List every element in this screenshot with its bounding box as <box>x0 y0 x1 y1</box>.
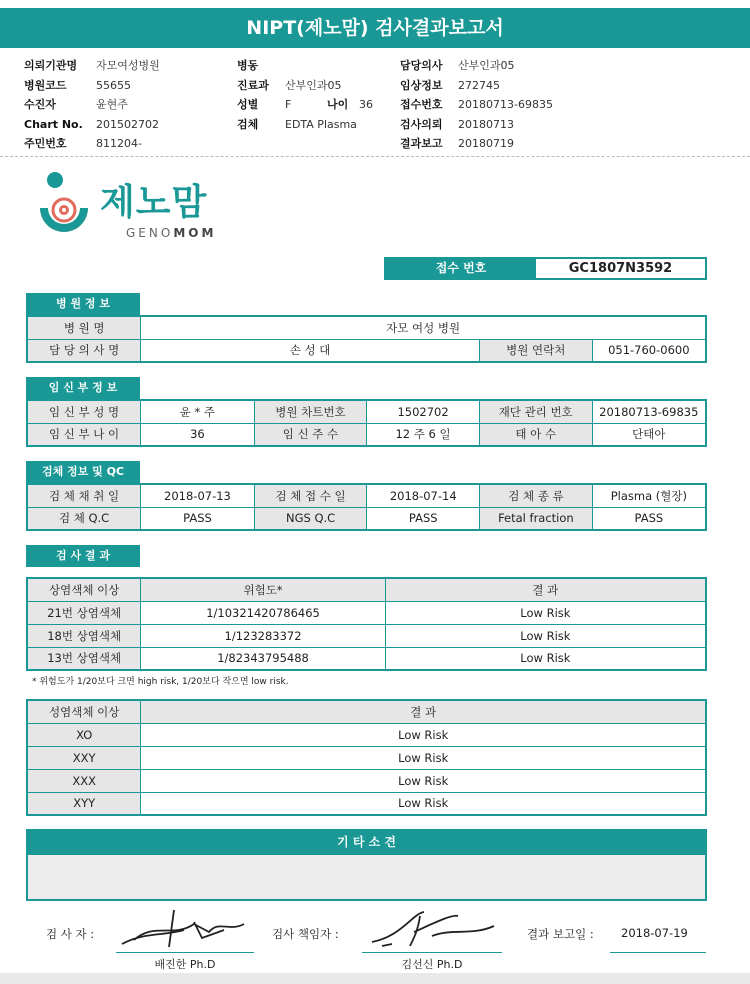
genomom-logo <box>28 168 258 248</box>
logo-text-en <box>126 226 216 240</box>
fetal-fraction-label: Fetal fraction <box>480 507 593 530</box>
info-value: 201502702 <box>96 117 159 131</box>
tester-label: 검 사 자 : <box>46 927 95 941</box>
divider <box>0 156 750 157</box>
sex-chrom-result: Low Risk <box>141 792 706 815</box>
table-row <box>27 792 706 815</box>
info-value: F <box>285 98 292 111</box>
collect-date-label: 검 체 채 취 일 <box>27 484 141 507</box>
specimen-type-label: 검 체 종 류 <box>480 484 593 507</box>
info-label: 주민번호 <box>24 137 67 150</box>
section-tab-results: 검 사 결 과 <box>26 545 140 567</box>
tester-name: 배진한 Ph.D <box>154 958 216 971</box>
table-row <box>27 769 706 792</box>
report-date-label: 결과 보고일 : <box>527 927 594 941</box>
collect-date-value: 2018-07-13 <box>141 484 255 507</box>
ngs-qc-label: NGS Q.C <box>254 507 367 530</box>
tester-signature-icon <box>114 902 254 952</box>
pregnant-age-value: 36 <box>141 423 254 446</box>
receive-date-value: 2018-07-14 <box>367 484 480 507</box>
risk-value: 1/123283372 <box>141 624 385 647</box>
logo-text-kr: 제노맘 <box>100 182 208 223</box>
receipt-label: 접수 번호 <box>386 259 536 278</box>
age-label: 나이 <box>327 98 349 111</box>
section-tab-specimen: 검체 정보 및 QC <box>26 461 140 483</box>
report-date-value: 2018-07-19 <box>621 926 688 940</box>
risk-value: 1/10321420786465 <box>141 601 385 624</box>
info-value: EDTA Plasma <box>285 117 357 131</box>
specimen-type-value: Plasma (혈장) <box>592 484 706 507</box>
ngs-qc-value: PASS <box>367 507 480 530</box>
logo-text-en-b: MOM <box>173 226 217 240</box>
info-value: 윤현주 <box>96 98 128 111</box>
results-header: 위험도* <box>141 578 385 601</box>
chart-number-value: 1502702 <box>367 400 480 423</box>
pregnant-age-label: 임 신 부 나 이 <box>27 423 141 446</box>
info-label: 담당의사 <box>400 59 443 72</box>
info-value: 자모여성병원 <box>96 59 160 72</box>
pregnant-name-value: 윤 * 주 <box>141 400 254 423</box>
results-header: 상염색체 이상 <box>27 578 141 601</box>
info-label: Chart No. <box>24 117 83 131</box>
sex-chrom-name: XXX <box>27 769 141 792</box>
misc-findings-content <box>26 855 707 901</box>
age-value: 36 <box>359 98 373 111</box>
info-value: 20180713-69835 <box>458 98 553 111</box>
risk-footnote: * 위험도가 1/20보다 크면 high risk, 1/20보다 작으면 low risk. <box>32 677 289 687</box>
report-date-line <box>610 952 706 953</box>
info-value: 산부인과05 <box>285 78 342 92</box>
contact-value: 051-760-0600 <box>592 339 706 362</box>
info-label: 임상정보 <box>400 78 443 92</box>
info-value: 20180713 <box>458 117 514 131</box>
result-value: Low Risk <box>385 601 706 624</box>
info-column-1 <box>24 56 160 154</box>
table-row <box>27 601 706 624</box>
info-label: 결과보고 <box>400 137 443 150</box>
info-label: 검사의뢰 <box>400 117 443 131</box>
autosome-name: 13번 상염색체 <box>27 647 141 670</box>
tester-signature-line <box>116 952 254 953</box>
logo-text-en-a: GENO <box>126 226 174 240</box>
table-row <box>27 723 706 746</box>
pregnant-name-label: 임 신 부 성 명 <box>27 400 141 423</box>
patient-info <box>0 52 750 152</box>
misc-findings-title: 기 타 소 견 <box>26 829 707 855</box>
fetus-count-label: 태 아 수 <box>479 423 592 446</box>
sex-chrom-name: XO <box>27 723 141 746</box>
specimen-qc-value: PASS <box>141 507 255 530</box>
page-bottom-band <box>0 973 750 984</box>
info-label: 진료과 <box>237 78 269 92</box>
info-label: 의뢰기관명 <box>24 59 78 72</box>
sex-header: 성염색체 이상 <box>27 700 141 723</box>
receipt-number-box <box>384 257 707 280</box>
autosome-name: 21번 상염색체 <box>27 601 141 624</box>
result-value: Low Risk <box>385 624 706 647</box>
receive-date-label: 검 체 접 수 일 <box>254 484 367 507</box>
specimen-table <box>26 483 707 531</box>
info-value: 272745 <box>458 78 500 92</box>
foundation-number-label: 재단 관리 번호 <box>479 400 592 423</box>
sex-chrom-name: XXY <box>27 746 141 769</box>
table-row <box>27 647 706 670</box>
info-label: 접수번호 <box>400 98 443 111</box>
pregnant-table <box>26 399 707 447</box>
info-value: 55655 <box>96 78 131 92</box>
contact-label: 병원 연락처 <box>479 339 592 362</box>
info-value: 811204- <box>96 137 142 150</box>
hospital-name-value: 자모 여성 병원 <box>141 316 706 339</box>
hospital-table <box>26 315 707 363</box>
sex-chromosome-table <box>26 699 707 816</box>
info-value: 산부인과05 <box>458 59 515 72</box>
report-title: NIPT(제노맘) 검사결과보고서 <box>0 8 750 48</box>
fetal-fraction-value: PASS <box>592 507 706 530</box>
info-label: 병동 <box>237 59 259 72</box>
info-label: 성별 <box>237 98 259 111</box>
info-label: 병원코드 <box>24 78 67 92</box>
supervisor-label: 검사 책임자 : <box>272 927 339 941</box>
section-tab-hospital: 병 원 정 보 <box>26 293 140 315</box>
section-tab-pregnant: 임 신 부 정 보 <box>26 377 140 399</box>
info-column-3 <box>400 56 553 154</box>
autosome-name: 18번 상염색체 <box>27 624 141 647</box>
chart-number-label: 병원 차트번호 <box>254 400 367 423</box>
gestation-weeks-value: 12 주 6 일 <box>367 423 480 446</box>
result-value: Low Risk <box>385 647 706 670</box>
doctor-label: 담 당 의 사 명 <box>27 339 141 362</box>
info-label: 수진자 <box>24 98 56 111</box>
fetus-count-value: 단태아 <box>592 423 706 446</box>
info-label: 검체 <box>237 117 259 131</box>
hospital-name-label: 병 원 명 <box>27 316 141 339</box>
sex-header: 결 과 <box>141 700 706 723</box>
table-row <box>27 624 706 647</box>
supervisor-name: 김선신 Ph.D <box>401 958 463 971</box>
doctor-value: 손 성 대 <box>141 339 480 362</box>
supervisor-signature-line <box>362 952 502 953</box>
sex-chrom-name: XYY <box>27 792 141 815</box>
specimen-qc-label: 검 체 Q.C <box>27 507 141 530</box>
sex-chrom-result: Low Risk <box>141 723 706 746</box>
gestation-weeks-label: 임 신 주 수 <box>254 423 367 446</box>
sex-chrom-result: Low Risk <box>141 769 706 792</box>
info-column-2 <box>237 56 373 134</box>
risk-value: 1/82343795488 <box>141 647 385 670</box>
sex-chrom-result: Low Risk <box>141 746 706 769</box>
receipt-value: GC1807N3592 <box>568 261 673 276</box>
foundation-number-value: 20180713-69835 <box>592 400 706 423</box>
results-header: 결 과 <box>385 578 706 601</box>
info-value: 20180719 <box>458 137 514 150</box>
autosome-results-table <box>26 577 707 671</box>
supervisor-signature-icon <box>362 906 502 952</box>
table-row <box>27 746 706 769</box>
